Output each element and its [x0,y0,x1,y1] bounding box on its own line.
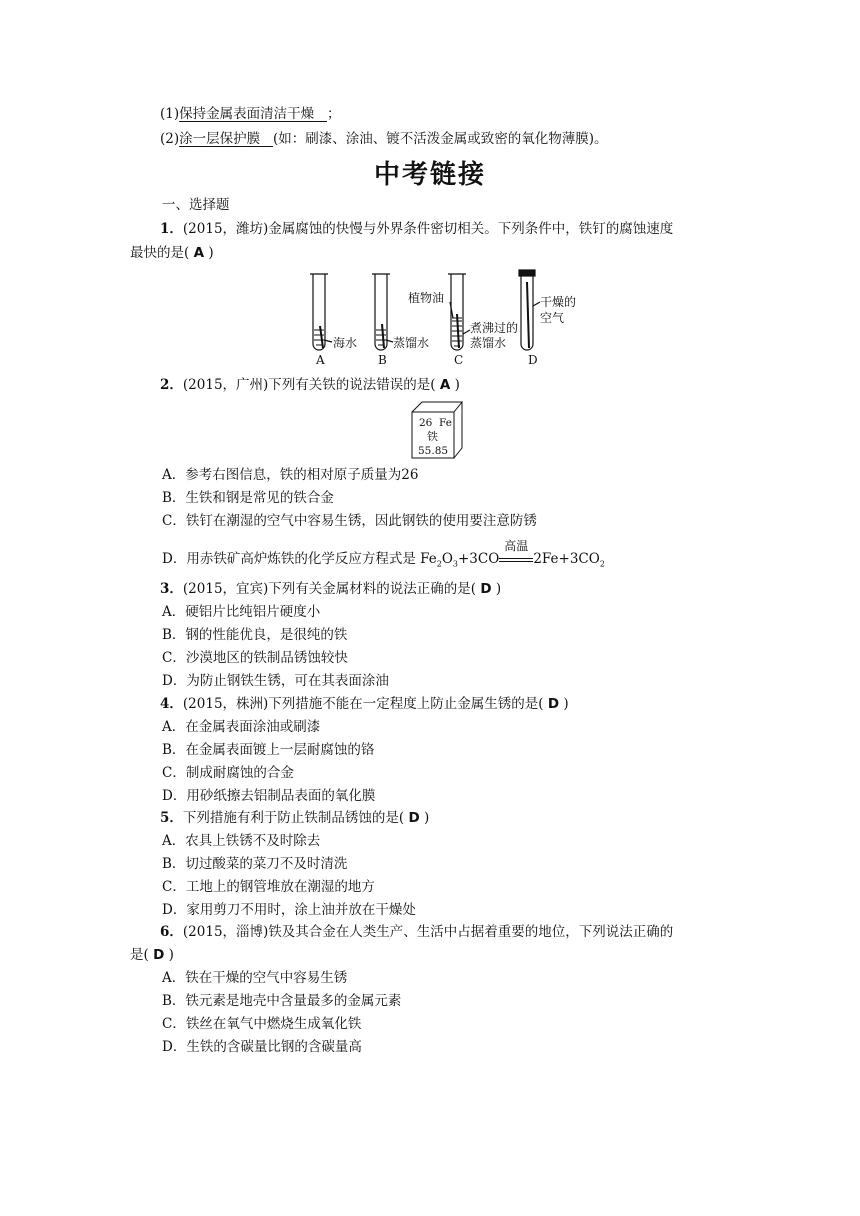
intro-1-answer: 保持金属表面清洁干燥 [179,106,315,122]
q6-stem-end: 是( [130,947,149,963]
iron-element-cube [410,400,464,460]
q6-number: 6． [160,924,183,940]
q5-line: 5．下列措施有利于防止铁制品锈蚀的是( D ) [160,810,430,826]
tube-a-note: 海水 [333,336,358,350]
q1-line-1 [160,219,673,239]
q6-line-2: 是( D ) [130,947,174,963]
tube-d [519,270,540,350]
element-name: 铁 [427,430,438,443]
q2-option-a: A．参考右图信息，铁的相对原子质量为26 [162,467,419,483]
q2-option-b: B．生铁和钢是常见的铁合金 [162,490,334,506]
q1-stem: (2015，潍坊)金属腐蚀的快慢与外界条件密切相关。下列条件中，铁钉的腐蚀速度 [182,221,674,237]
q4-number: 4． [160,696,183,712]
q5-option-a: A．农具上铁锈不及时除去 [162,833,321,849]
tube-b-note: 蒸馏水 [393,336,430,350]
tube-b-label: B [378,353,387,367]
q1-stem-end: 最快的是( [130,245,190,261]
q5-option-d: D．家用剪刀不用时，涂上油并放在干燥处 [162,902,416,918]
tube-b [372,274,393,350]
element-mass: 55.85 [418,445,449,457]
q2-number: 2． [160,377,183,393]
element-number: 26 [419,417,433,429]
reaction-condition: 高温 [499,549,533,569]
tube-a [310,274,332,350]
element-symbol: Fe [439,417,452,429]
intro-2-suffix: (如：刷漆、涂油、镀不活泼金属或致密的氧化物薄膜)。 [273,131,608,147]
section-title: 中考链接 [373,160,486,190]
q6-answer: D [153,947,165,963]
q6-option-a: A．铁在干燥的空气中容易生锈 [162,970,348,986]
tube-c-oil-label: 植物油 [408,291,445,305]
q6-option-d: D．生铁的含碳量比钢的含碳量高 [162,1039,362,1055]
q4-option-d: D．用砂纸擦去铝制品表面的氧化膜 [162,788,376,804]
q3-line: 3．(2015，宜宾)下列有关金属材料的说法正确的是( D ) [160,581,502,597]
q1-answer: A [193,245,205,261]
q6-stem: (2015，淄博)铁及其合金在人类生产、生活中占据着重要的地位，下列说法正确的 [182,924,674,940]
q5-number: 5． [160,810,183,826]
q3-option-a: A．硬铝片比纯铝片硬度小 [162,604,321,620]
intro-line-2 [160,129,608,149]
tube-a-label: A [316,353,325,367]
q4-stem: (2015，株洲)下列措施不能在一定程度上防止金属生锈的是( [182,696,544,712]
tube-c-note-2: 蒸馏水 [470,336,507,350]
q3-number: 3． [160,581,183,597]
q4-line: 4．(2015，株洲)下列措施不能在一定程度上防止金属生锈的是( D ) [160,696,569,712]
q5-stem: 下列措施有利于防止铁制品锈蚀的是( [182,810,405,826]
q3-option-d: D．为防止钢铁生锈，可在其表面涂油 [162,673,389,689]
test-tube-figure [300,268,590,370]
q1-number: 1． [160,221,183,237]
q2-line: 2．(2015，广州)下列有关铁的说法错误的是( A ) [160,377,460,393]
q2-option-d-text: D．用赤铁矿高炉炼铁的化学反应方程式是 Fe [162,551,437,567]
q5-option-b: B．切过酸菜的菜刀不及时清洗 [162,856,348,872]
q2-option-d: D．用赤铁矿高炉炼铁的化学反应方程式是 $Fe_2O_3+3CO$ 高温 $2Fe+3CO_2$ [162,539,605,569]
q5-answer: D [408,810,420,826]
q1-line-2: 最快的是( A ) [130,245,214,261]
q6-line-1 [160,922,673,942]
q4-answer: D [547,696,560,712]
q3-option-b: B．钢的性能优良，是很纯的铁 [162,627,348,643]
intro-1-suffix: ； [327,106,341,122]
q4-option-a: A．在金属表面涂油或刷漆 [162,719,321,735]
tube-c-label: C [454,353,464,367]
tube-d-note-2: 空气 [540,311,565,325]
q6-option-b: B．铁元素是地壳中含量最多的金属元素 [162,993,402,1009]
intro-1-number: (1) [160,106,180,122]
intro-line-1 [160,104,341,124]
q2-stem: (2015，广州)下列有关铁的说法错误的是( [182,377,436,393]
tube-d-note-1: 干燥的 [540,295,577,309]
q3-option-c: C．沙漠地区的铁制品锈蚀较快 [162,650,348,666]
part-title: 一、选择题 [162,197,230,213]
intro-2-answer: 涂一层保护膜 [179,131,261,147]
q4-option-b: B．在金属表面镀上一层耐腐蚀的铬 [162,742,375,758]
tube-d-label: D [528,353,538,367]
q2-answer: A [439,377,451,393]
q6-option-c: C．铁丝在氧气中燃烧生成氧化铁 [162,1016,362,1032]
intro-2-number: (2) [160,131,180,147]
q3-stem: (2015，宜宾)下列有关金属材料的说法正确的是( [182,581,477,597]
tube-c [448,274,470,350]
q2-option-c: C．铁钉在潮湿的空气中容易生锈，因此钢铁的使用要注意防锈 [162,513,537,529]
q3-answer: D [480,581,492,597]
tube-c-note-1: 煮沸过的 [470,321,519,335]
q4-option-c: C．制成耐腐蚀的合金 [162,765,294,781]
q5-option-c: C．工地上的钢管堆放在潮湿的地方 [162,879,375,895]
